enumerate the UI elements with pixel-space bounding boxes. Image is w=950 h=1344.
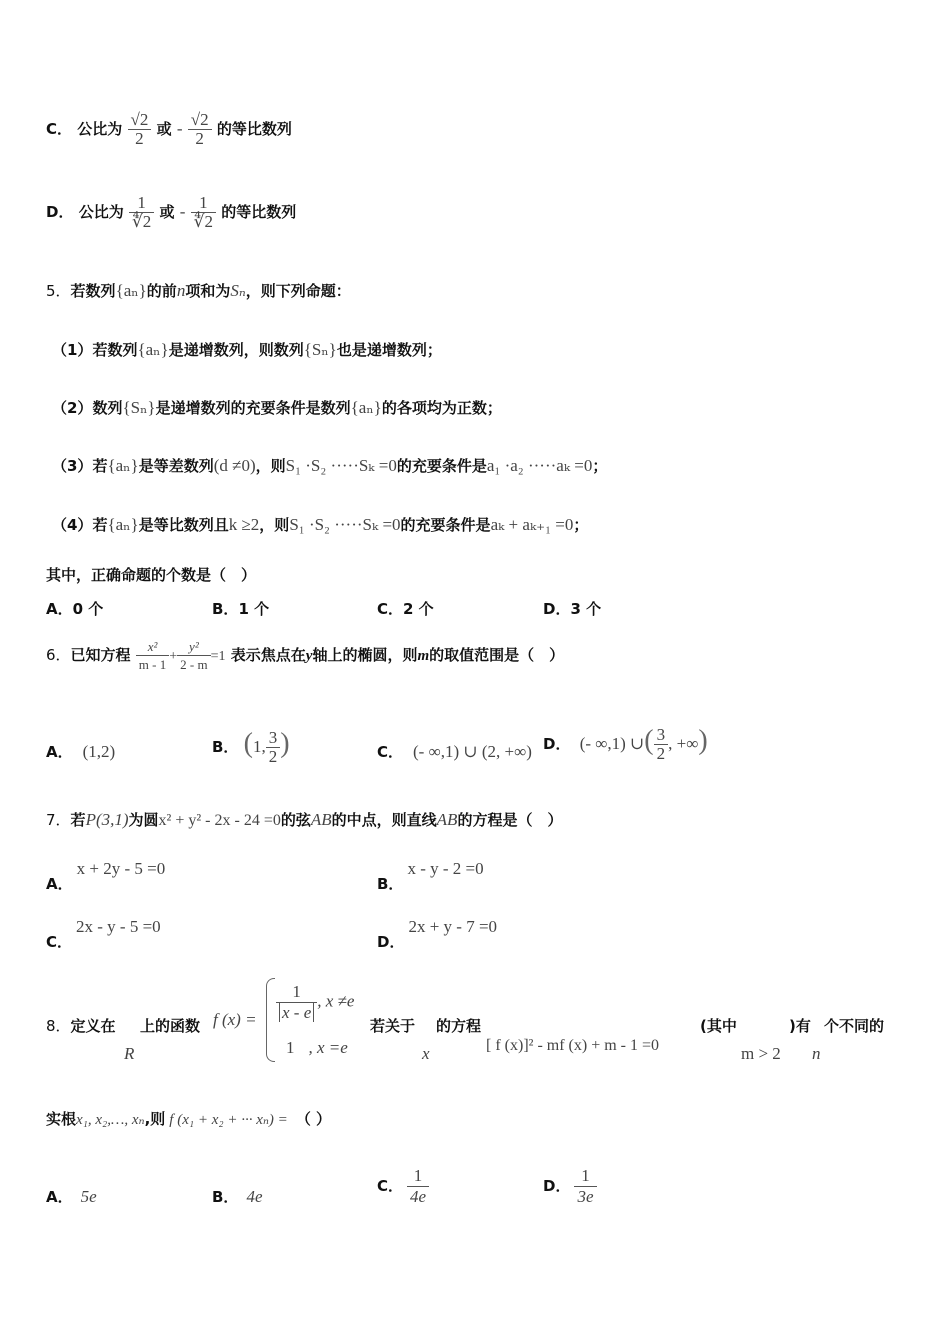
option-text: 2x - y - 5 =0 (76, 917, 161, 936)
statement-text: 的各项均为正数； (381, 399, 502, 417)
question-number: 8． (46, 1017, 71, 1035)
stem-text: 的弦 (280, 811, 311, 829)
q7-option-b[interactable] (377, 858, 484, 893)
fraction-numerator: 3 (654, 726, 669, 745)
fraction (407, 1166, 429, 1207)
option-text: 4e (246, 1187, 263, 1206)
q7-option-c[interactable] (46, 916, 161, 951)
fraction-numerator: √2 (188, 111, 212, 130)
paren-right: ) (698, 725, 708, 756)
option-text: 3 个 (570, 600, 602, 618)
statement-text: 数列 (92, 399, 123, 417)
q6-option-b[interactable] (212, 720, 290, 768)
option-text: 0 个 (72, 600, 104, 618)
option-letter: D． (543, 735, 571, 753)
option-text: 或 (156, 120, 172, 138)
math-expr: , +∞ (668, 734, 699, 753)
piecewise-brace (266, 978, 275, 1062)
statement-text: 是递增数列，则数列 (168, 341, 304, 359)
fraction (574, 1166, 596, 1207)
statement-label: （2） (52, 399, 93, 417)
option-letter: A． (46, 600, 73, 618)
statement-text: 的充要条件是 (400, 516, 491, 534)
math-sum-s: Sₙ (230, 281, 246, 300)
q5-statement-3 (52, 453, 607, 479)
stem-text: 已知方程 (70, 646, 131, 664)
minus-sign: - (179, 202, 186, 221)
option-text: 或 (159, 203, 175, 221)
piecewise-value: 1 (286, 1038, 295, 1057)
option-text: 2 个 (403, 600, 434, 618)
statement-text: ； (573, 516, 589, 534)
math-expr: (d ≠0) (213, 456, 256, 475)
math-equation: [ f (x)]² - mf (x) + m - 1 =0 (486, 1037, 660, 1054)
math-sequence-a: {aₙ} (115, 281, 147, 300)
option-letter: D． (377, 933, 405, 951)
statement-text: ； (592, 457, 608, 475)
fraction (654, 726, 669, 763)
q8-stem-g: 个不同的 (824, 1017, 885, 1035)
q4-option-c (46, 104, 292, 154)
option-text: x + 2y - 5 =0 (76, 859, 166, 878)
option-text: 的等比数列 (216, 120, 292, 138)
math-circle-eq: x² + y² - 2x - 24 =0 (158, 812, 281, 829)
fraction-numerator: y² (177, 638, 210, 656)
piecewise-case-1 (276, 982, 354, 1023)
piecewise-condition: , x =e (308, 1038, 348, 1057)
math-expr: S₁ ·S₂ ·····Sₖ =0 (285, 456, 397, 475)
fraction-denominator: 2 (195, 129, 204, 148)
option-text: x - y - 2 =0 (407, 859, 484, 878)
fraction-denominator: ∜2 (131, 212, 152, 231)
stem-text: 的取值范围是（ ） (429, 646, 565, 664)
q5-question: 其中，正确命题的个数是（ ） (46, 566, 257, 584)
q8-option-a[interactable] (46, 1186, 97, 1207)
option-letter: A． (46, 1188, 73, 1206)
fraction-numerator: 1 (191, 194, 216, 213)
q8-option-d[interactable] (543, 1162, 597, 1210)
q5-statement-4 (52, 512, 588, 538)
math-expr: {Sₙ} (303, 340, 337, 359)
statement-text: 是递增数列的充要条件是数列 (155, 399, 351, 417)
statement-text: 也是递增数列； (336, 341, 442, 359)
option-letter: B． (377, 875, 404, 893)
statement-label: （3） (52, 457, 93, 475)
math-expr: {aₙ} (107, 515, 139, 534)
question-number: 6． (46, 646, 71, 664)
fraction-denominator: 2 (135, 129, 144, 148)
fraction (129, 194, 154, 231)
q6-stem (46, 632, 564, 678)
fraction-denominator: 2 - m (180, 657, 208, 672)
option-letter: A． (46, 875, 73, 893)
fraction (136, 638, 169, 673)
option-text: 1 个 (238, 600, 270, 618)
math-n: n (812, 1044, 821, 1063)
math-expr: S₁ ·S₂ ·····Sₖ =0 (289, 515, 401, 534)
paren-left: ( (243, 728, 253, 759)
math-expr: f (x₁ + x₂ + ··· xₙ) = (169, 1112, 288, 1128)
statement-text: 若 (92, 516, 108, 534)
option-text: 5e (80, 1187, 97, 1206)
q6-option-c[interactable] (377, 740, 532, 764)
stem-text: ，则下列命题： (245, 282, 351, 300)
math-chord: AB (310, 810, 332, 829)
piecewise-case-2 (286, 1038, 348, 1058)
q7-stem (46, 806, 562, 835)
fraction (128, 111, 152, 148)
option-letter: B． (212, 600, 239, 618)
math-fx: f (x) = (213, 1010, 257, 1029)
option-letter: C． (377, 600, 404, 618)
fraction-numerator: √2 (128, 111, 152, 130)
option-letter: A． (46, 743, 73, 761)
option-text: (1,2) (82, 742, 116, 761)
math-point: P(3,1) (85, 810, 129, 829)
math-expr: =1 (210, 649, 226, 664)
stem-text: 表示焦点在 (230, 646, 306, 664)
fraction (188, 111, 212, 148)
statement-text: 是等差数列 (138, 457, 214, 475)
option-letter: C． (377, 1177, 404, 1195)
option-letter: C． (46, 933, 73, 951)
paren-right: ) (280, 728, 290, 759)
math-expr: k ≥2 (228, 515, 260, 534)
option-text: 公比为 (78, 203, 124, 221)
stem-text: 的方程是（ ） (457, 811, 563, 829)
option-text: (- ∞,1) ∪ (2, +∞) (413, 742, 532, 761)
option-letter: D． (46, 203, 74, 221)
stem-text: 为圆 (128, 811, 159, 829)
q6-option-d[interactable] (543, 716, 708, 766)
math-expr: {aₙ} (107, 456, 139, 475)
stem-text: 的前 (146, 282, 177, 300)
q8-option-b[interactable] (212, 1186, 262, 1207)
fraction-denominator: m - 1 (138, 657, 167, 672)
q5-option-b[interactable] (212, 598, 269, 619)
stem-text: 轴上的椭圆，则 (312, 646, 418, 664)
fraction-numerator: x² (136, 638, 169, 656)
question-number: 7． (46, 811, 71, 829)
math-expr: (- ∞,1) ∪ (579, 734, 645, 753)
math-expr: {aₙ} (350, 398, 382, 417)
option-text: 的等比数列 (221, 203, 297, 221)
q8-stem-d: 的方程 (436, 1017, 482, 1035)
statement-text: 的充要条件是 (396, 457, 487, 475)
fraction-numerator: 3 (266, 729, 281, 748)
q5-statement-2 (52, 395, 502, 421)
q7-option-a[interactable] (46, 858, 166, 893)
q8-line-2 (46, 1104, 331, 1135)
q5-option-c[interactable] (377, 598, 434, 619)
stem-text: 若数列 (70, 282, 116, 300)
fraction (266, 729, 281, 766)
q8-stem-b: 上的函数 (140, 1017, 201, 1035)
fraction-numerator: 1 (407, 1166, 429, 1187)
stem-text: 的中点，则直线 (331, 811, 437, 829)
fraction-numerator: 1 (276, 982, 317, 1003)
option-letter: B． (212, 738, 239, 756)
statement-text: 若 (92, 457, 108, 475)
math-expr: 1, (253, 737, 266, 756)
statement-text: ，则 (255, 457, 286, 475)
stem-text: 若 (70, 811, 86, 829)
option-text: 公比为 (77, 120, 123, 138)
fraction-numerator: 1 (574, 1166, 596, 1187)
statement-text: 若数列 (92, 341, 138, 359)
stem-text: 项和为 (185, 282, 231, 300)
q5-stem (46, 278, 351, 304)
paren-left: ( (644, 725, 654, 756)
q7-option-d[interactable] (377, 916, 498, 951)
option-letter: C． (46, 120, 73, 138)
q5-option-d[interactable] (543, 598, 601, 619)
math-expr: {aₙ} (137, 340, 169, 359)
q8-stem-c: 若关于 (370, 1017, 416, 1035)
fraction (191, 194, 216, 231)
fraction-denominator: 4e (410, 1187, 427, 1206)
math-m: m (417, 648, 430, 664)
math-n: n (176, 281, 186, 300)
q4-option-d (46, 187, 296, 237)
piecewise-condition: , x ≠e (317, 991, 355, 1011)
question-number: 5． (46, 282, 71, 300)
plus-sign: + (169, 649, 178, 664)
statement-label: （1） (52, 341, 93, 359)
math-y: y (305, 648, 313, 664)
minus-sign: - (176, 119, 183, 138)
math-x: x (422, 1044, 430, 1063)
math-expr: a₁ ·a₂ ·····aₖ =0 (486, 456, 593, 475)
option-letter: D． (543, 600, 571, 618)
fraction-denominator: 3e (577, 1187, 594, 1206)
option-letter: D． (543, 1177, 571, 1195)
fraction (177, 638, 210, 673)
q8-number (46, 1015, 116, 1036)
math-condition: m > 2 (741, 1044, 781, 1063)
math-expr: {Sₙ} (122, 398, 156, 417)
math-expr: aₖ + aₖ₊₁ =0 (490, 515, 574, 534)
math-chord: AB (436, 810, 458, 829)
q8-option-c[interactable] (377, 1162, 429, 1210)
fraction-denominator: 2 (268, 747, 278, 766)
fraction-denominator: x - e (279, 1003, 314, 1022)
q5-option-a[interactable] (46, 598, 103, 619)
q8-stem-e: (其中 (700, 1017, 737, 1035)
q8-stem-f: )有 (789, 1017, 811, 1035)
statement-label: （4） (52, 516, 93, 534)
q5-statement-1 (52, 337, 442, 363)
math-r: R (124, 1044, 135, 1063)
stem-text: 定义在 (70, 1017, 116, 1035)
option-letter: C． (377, 743, 404, 761)
fraction-denominator: 2 (656, 744, 666, 763)
stem-text: 实根 (46, 1110, 77, 1128)
fraction-numerator: 1 (129, 194, 154, 213)
answer-blank: （ ） (295, 1110, 332, 1128)
fraction-denominator: ∜2 (193, 212, 214, 231)
statement-text: 是等比数列且 (138, 516, 229, 534)
q6-option-a[interactable] (46, 740, 115, 764)
stem-text: ,则 (144, 1110, 166, 1128)
option-letter: B． (212, 1188, 239, 1206)
fraction (276, 982, 317, 1023)
option-text: 2x + y - 7 =0 (408, 917, 498, 936)
math-roots: x₁, x₂,…, xₙ (76, 1112, 145, 1128)
statement-text: ，则 (259, 516, 290, 534)
